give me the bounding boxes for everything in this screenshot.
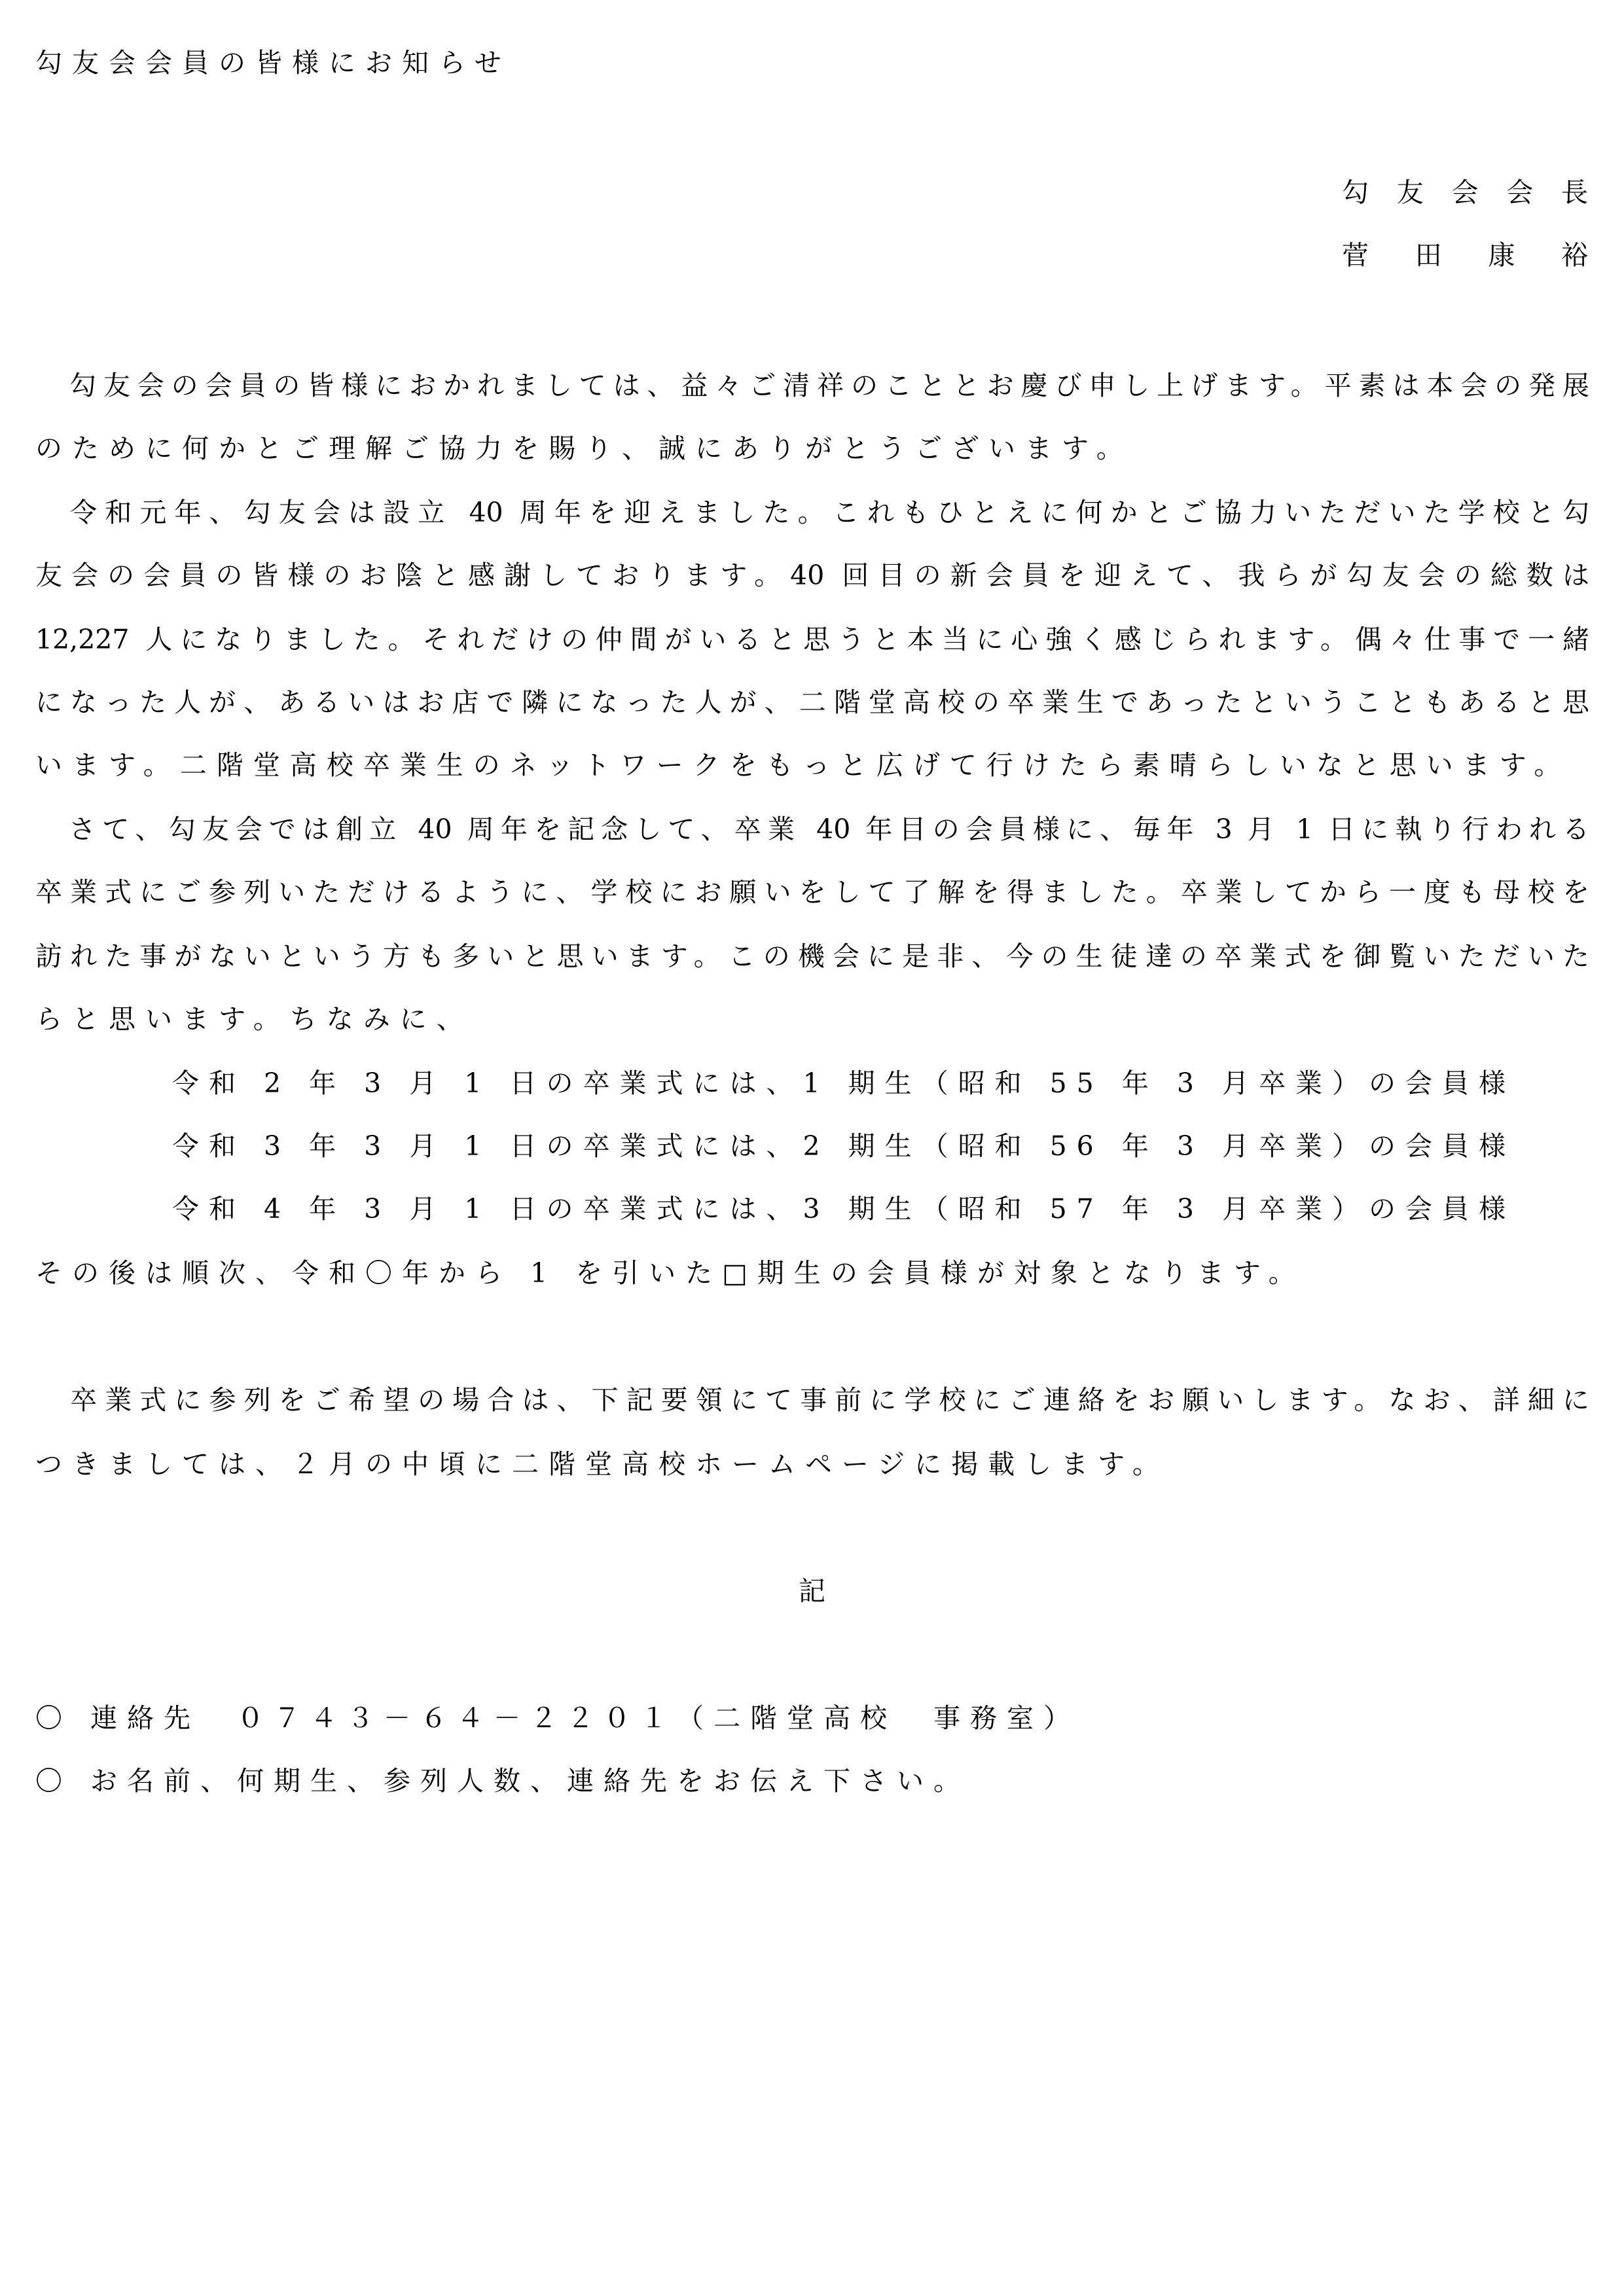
body-line: になった人が、あるいはお店で隣になった人が、二階堂高校の卒業生であったということもあると思 [35, 687, 1589, 718]
instruction-item: 〇 お名前、何期生、参列人数、連絡先をお伝え下さい。 [35, 1765, 971, 1797]
body-line: 12,227 人になりました。それだけの仲間がいると思うと本当に心強く感じられます。偶々仕事で一緒 [35, 624, 1589, 655]
schedule-item: 令和 2 年 3 月 1 日の卒業式には、1 期生（昭和 55 年 3 月卒業）の会員様 [172, 1067, 1515, 1099]
contact-item: 〇 連絡先 ０７４３－６４－２２０１（二階堂高校 事務室） [35, 1702, 1081, 1734]
ki-heading: 記 [799, 1575, 825, 1607]
body-line: 卒業式にご参列いただけるように、学校にお願いをして了解を得ました。卒業してから一度も母校を [35, 876, 1589, 908]
body-line: います。二階堂高校卒業生のネットワークをもっと広げて行けたら素晴らしいなと思います。 [35, 749, 1571, 781]
body-line: らと思います。ちなみに、 [35, 1003, 473, 1035]
body-line: 令和元年、勾友会は設立 40 周年を迎えました。これもひとえに何かとご協力いただいた学校と勾 [35, 497, 1589, 528]
sender-name: 菅 田 康 裕 [1342, 240, 1588, 271]
sender-position: 勾友会会長 [1342, 177, 1588, 208]
body-line: 勾友会の会員の皆様におかれましては、益々ご清祥のこととお慶び申し上げます。平素は本会の発展 [35, 370, 1589, 401]
body-line: さて、勾友会では創立 40 周年を記念して、卒業 40 年目の会員様に、毎年 3 月 1 日に執り行われる [35, 814, 1589, 845]
schedule-item: 令和 4 年 3 月 1 日の卒業式には、3 期生（昭和 57 年 3 月卒業）の会員様 [172, 1193, 1515, 1225]
after-schedule-text: その後は順次、令和〇年から 1 を引いた□期生の会員様が対象となります。 [35, 1257, 1305, 1289]
request-line: つきましては、２月の中頃に二階堂高校ホームページに掲載します。 [35, 1448, 1169, 1480]
body-line: のために何かとご理解ご協力を賜り、誠にありがとうございます。 [35, 433, 1133, 464]
document-title: 勾友会会員の皆様にお知らせ [35, 47, 511, 79]
schedule-item: 令和 3 年 3 月 1 日の卒業式には、2 期生（昭和 56 年 3 月卒業）の会員様 [172, 1130, 1515, 1162]
request-line: 卒業式に参列をご希望の場合は、下記要領にて事前に学校にご連絡をお願いします。なお、詳細に [35, 1384, 1589, 1416]
body-line: 友会の会員の皆様のお陰と感謝しております。40 回目の新会員を迎えて、我らが勾友会の総数は [35, 560, 1589, 591]
body-line: 訪れた事がないという方も多いと思います。この機会に是非、今の生徒達の卒業式を御覧いただいた [35, 941, 1589, 972]
